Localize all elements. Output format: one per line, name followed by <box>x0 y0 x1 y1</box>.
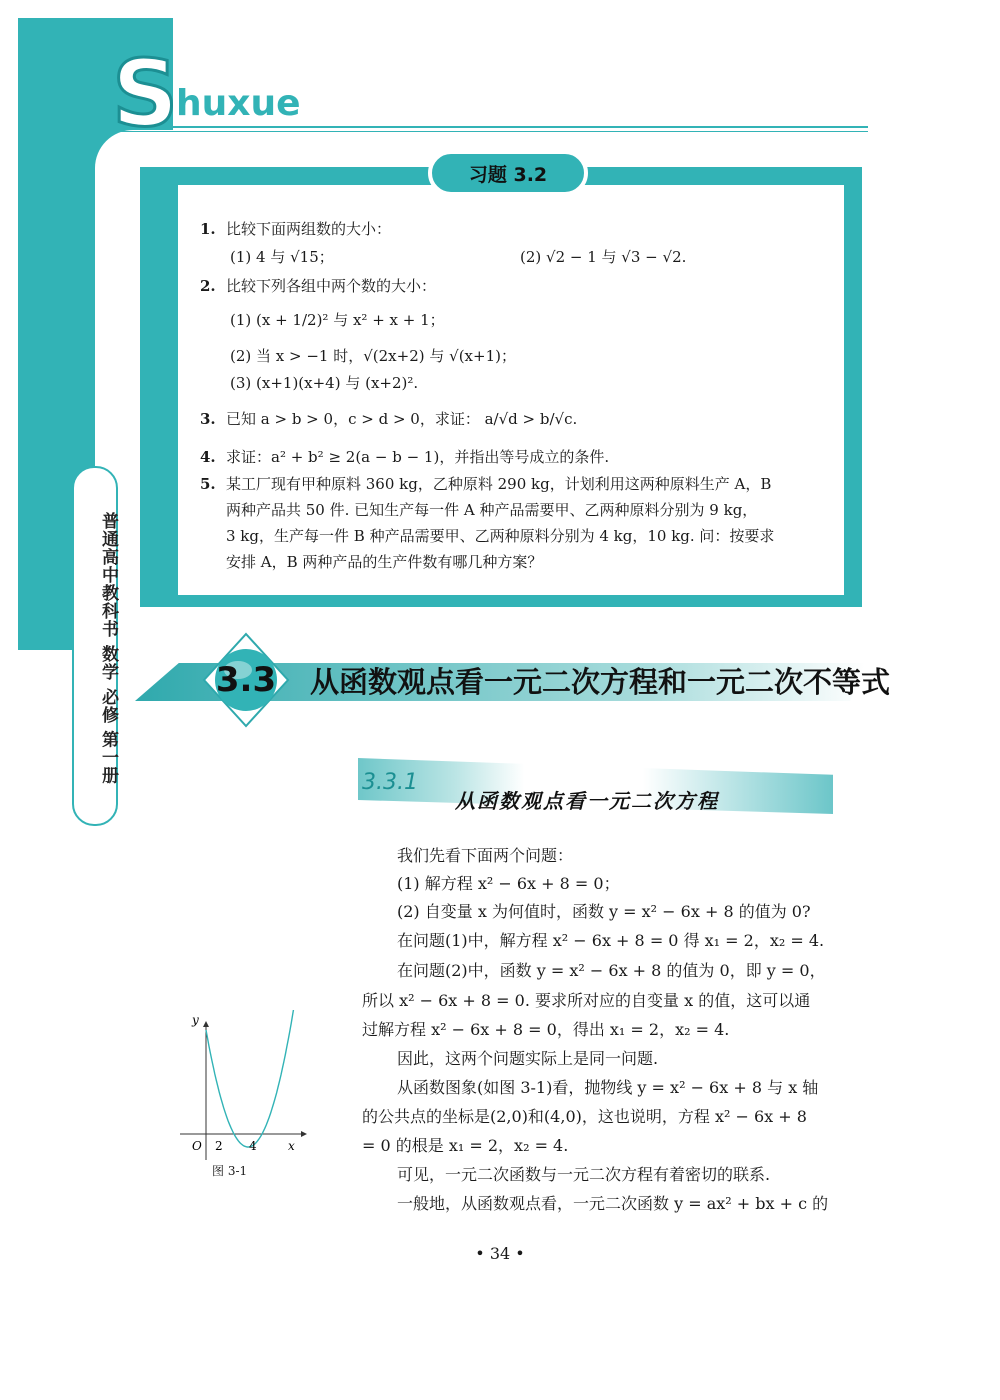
exercise-text: 两种产品共 50 件. 已知生产每一件 A 种产品需要甲、乙两种原料分别为 9 kg， <box>226 501 758 519</box>
exercise-text: 某工厂现有甲种原料 360 kg，乙种原料 290 kg，计划利用这两种原料生产 A，B <box>226 475 772 493</box>
figure-caption: 图 3-1 <box>212 1164 248 1178</box>
subsection-title: 从函数观点看一元二次方程 <box>455 789 719 813</box>
tick-label-4: 4 <box>249 1139 257 1153</box>
section-number: 3.3 <box>215 660 277 700</box>
exercise-text: 比较下面两组数的大小： <box>226 220 392 238</box>
tick-label-2: 2 <box>215 1139 223 1153</box>
exercise-text: 安排 A，B 两种产品的生产件数有哪几种方案？ <box>226 553 543 571</box>
exercise-number: 1. <box>200 220 216 238</box>
body-line: 的公共点的坐标是(2,0)和(4,0)，这也说明，方程 x² − 6x + 8 <box>362 1107 807 1126</box>
exercise-text: 求证：a² + b² ≥ 2(a − b − 1)，并指出等号成立的条件. <box>226 448 610 466</box>
body-line: 过解方程 x² − 6x + 8 = 0，得出 x₁ = 2，x₂ = 4. <box>362 1020 730 1039</box>
header-rule-thin <box>108 131 868 132</box>
section-title: 从函数观点看一元二次方程和一元二次不等式 <box>310 665 891 699</box>
body-line: 可见，一元二次函数与一元二次方程有着密切的联系. <box>397 1165 771 1184</box>
y-axis-label: y <box>192 1013 199 1027</box>
header-rule <box>108 126 868 128</box>
exercise-number: 3. <box>200 410 216 428</box>
body-line: = 0 的根是 x₁ = 2，x₂ = 4. <box>362 1136 569 1155</box>
book-spine-text: 普通高中教科书 数学 必修 第一册 <box>98 511 118 785</box>
body-line: 一般地，从函数观点看，一元二次函数 y = ax² + bx + c 的 <box>397 1194 829 1213</box>
parabola-figure <box>170 1010 310 1170</box>
body-line: 所以 x² − 6x + 8 = 0. 要求所对应的自变量 x 的值，这可以通 <box>362 991 811 1010</box>
logo-initial: S <box>112 40 177 147</box>
body-line: 在问题(1)中，解方程 x² − 6x + 8 = 0 得 x₁ = 2，x₂ = 4. <box>397 931 825 950</box>
body-line: 因此，这两个问题实际上是同一问题. <box>397 1049 659 1068</box>
page-number: • 34 • <box>475 1244 525 1263</box>
exercise-text: 已知 a > b > 0，c > d > 0，求证： a/√d > b/√c. <box>226 410 578 428</box>
body-line: (1) 解方程 x² − 6x + 8 = 0； <box>397 874 620 893</box>
body-line: 我们先看下面两个问题： <box>397 846 574 865</box>
exercise-text: (1) (x + 1/2)² 与 x² + x + 1； <box>230 311 445 329</box>
parabola-curve <box>206 1010 294 1147</box>
exercise-title: 习题 3.2 <box>468 164 548 186</box>
exercise-text: (1) 4 与 √15； <box>230 248 334 266</box>
body-line: (2) 自变量 x 为何值时，函数 y = x² − 6x + 8 的值为 0? <box>397 902 811 921</box>
exercise-text: 比较下列各组中两个数的大小： <box>226 277 437 295</box>
subsection-number: 3.3.1 <box>362 770 418 795</box>
exercise-number: 5. <box>200 475 216 493</box>
exercise-number: 4. <box>200 448 216 466</box>
exercise-text: (2) 当 x > −1 时，√(2x+2) 与 √(x+1)； <box>230 347 516 365</box>
body-line: 从函数图象(如图 3-1)看，抛物线 y = x² − 6x + 8 与 x 轴 <box>397 1078 819 1097</box>
logo-word: huxue <box>176 83 301 124</box>
origin-label: O <box>192 1139 202 1153</box>
exercise-text: 3 kg，生产每一件 B 种产品需要甲、乙两种原料分别为 4 kg，10 kg. 问：按要求 <box>226 527 775 545</box>
exercise-text: (2) √2 − 1 与 √3 − √2. <box>520 248 687 266</box>
body-line: 在问题(2)中，函数 y = x² − 6x + 8 的值为 0，即 y = 0， <box>397 961 826 980</box>
x-axis-label: x <box>288 1139 295 1153</box>
exercise-text: (3) (x+1)(x+4) 与 (x+2)². <box>230 374 419 392</box>
exercise-number: 2. <box>200 277 216 295</box>
